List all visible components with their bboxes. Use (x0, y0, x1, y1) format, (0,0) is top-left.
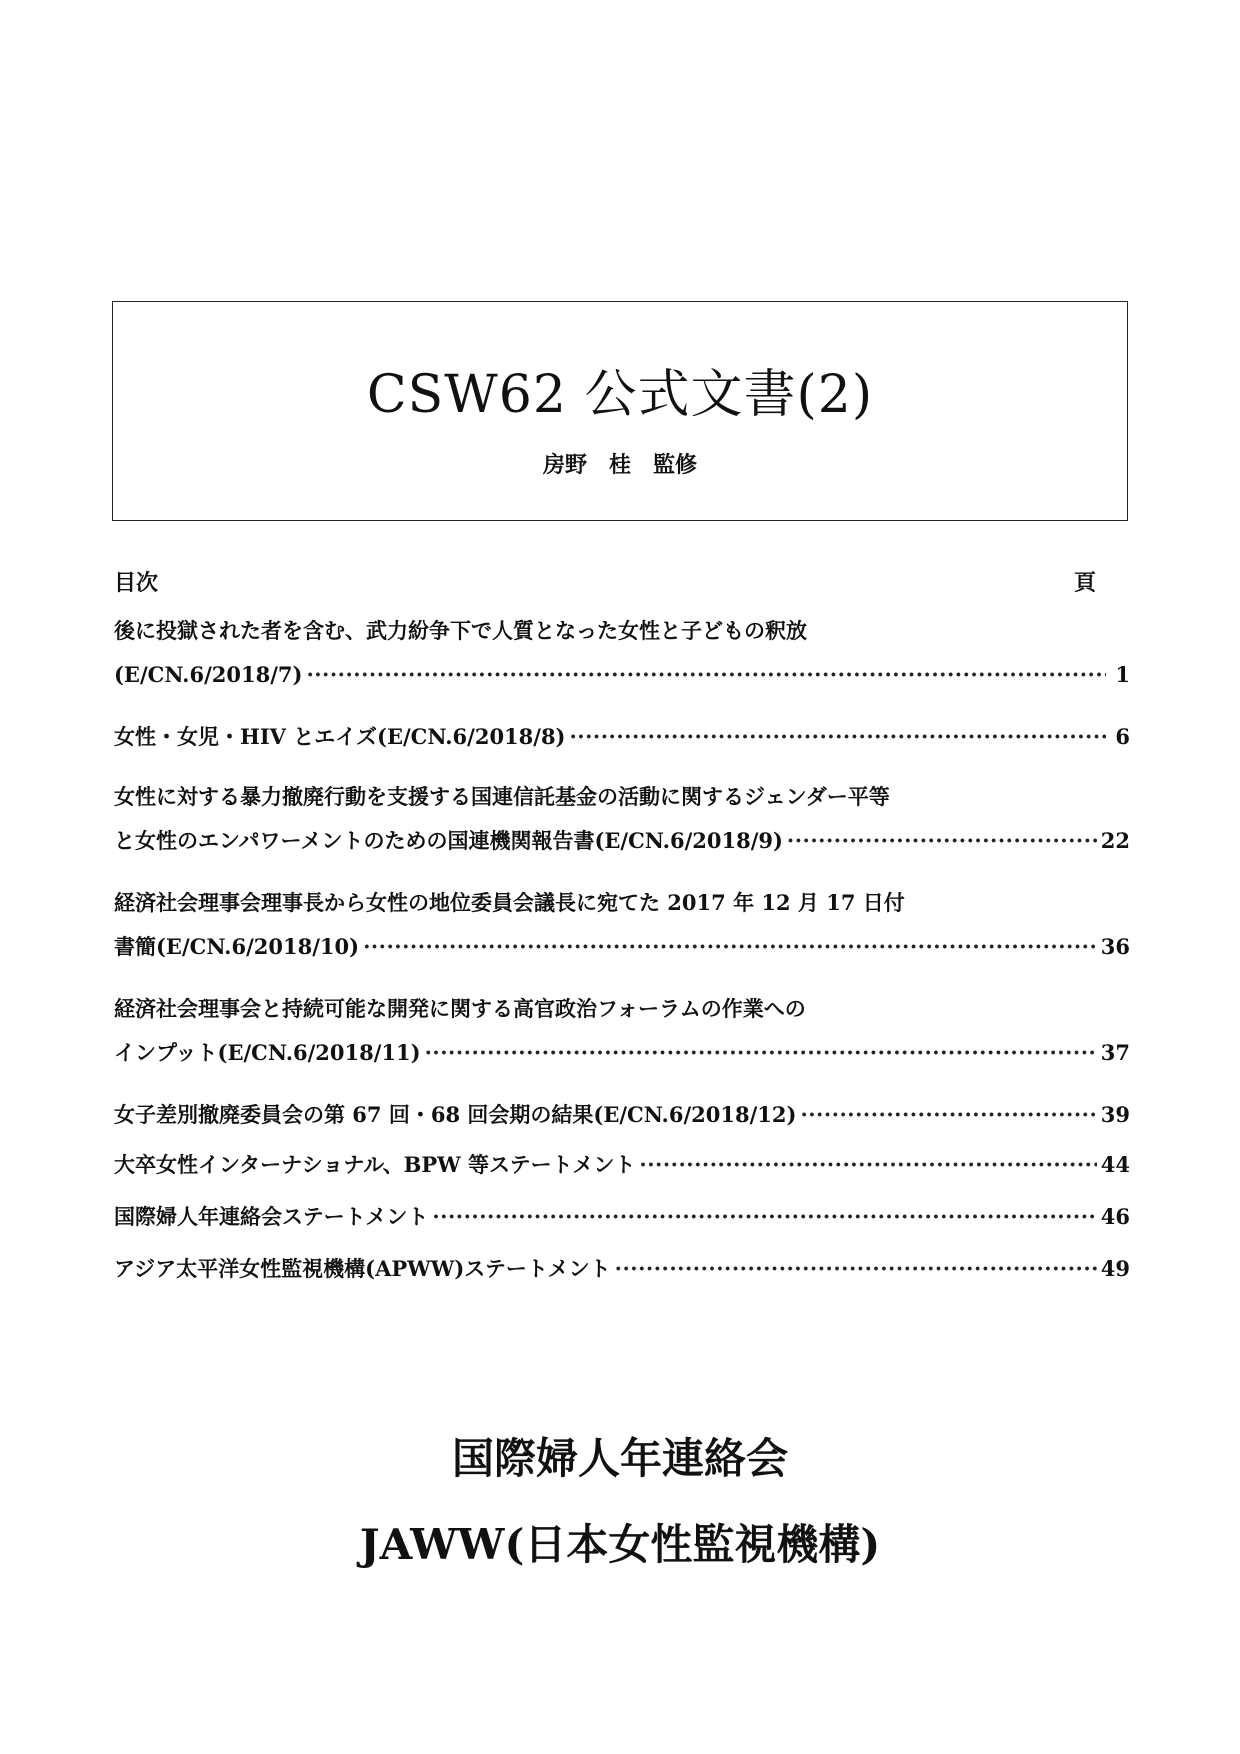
publisher-english-name: JAWW(日本女性監視機構) (359, 1520, 881, 1569)
toc-entry (114, 721, 1130, 753)
toc-entry-text: 書簡(E/CN.6/2018/10) (114, 934, 360, 959)
dot-leader (306, 659, 1106, 691)
document-title: CSW62 公式文書(2) (366, 365, 874, 425)
toc-entry-text: 国際婦人年連絡会ステートメント (114, 1204, 429, 1229)
toc-page-number: 1 (1115, 662, 1130, 687)
toc-header (114, 566, 1096, 597)
toc-entry (114, 781, 1130, 857)
toc-entry (114, 1253, 1130, 1285)
publisher-name: 国際婦人年連絡会 (451, 1434, 788, 1483)
toc-entry-text: 女性に対する暴力撤廃行動を支援する国連信託基金の活動に関するジェンダー平等 (114, 784, 890, 809)
toc-page-number: 46 (1100, 1204, 1130, 1229)
toc-entry (114, 1099, 1130, 1131)
dot-leader (432, 1201, 1096, 1233)
toc-page-number: 39 (1100, 1102, 1130, 1127)
toc-entry (114, 1149, 1130, 1181)
dot-leader (570, 721, 1107, 753)
toc-entry-text: 経済社会理事会と持続可能な開発に関する高官政治フォーラムの作業への (114, 996, 806, 1021)
dot-leader (425, 1037, 1097, 1069)
toc-page-number: 22 (1100, 828, 1130, 853)
toc-page-number: 37 (1100, 1040, 1130, 1065)
toc-entry-text: 大卒女性インターナショナル、BPW 等ステートメント (114, 1152, 636, 1177)
toc-page-number: 6 (1115, 724, 1130, 749)
dot-leader (787, 825, 1097, 857)
toc-entry-text: 後に投獄された者を含む、武力紛争下で人質となった女性と子どもの釈放 (114, 618, 807, 643)
dot-leader (639, 1149, 1096, 1181)
toc-entry-text: アジア太平洋女性監視機構(APWW)ステートメント (114, 1256, 611, 1281)
toc-page-number: 36 (1100, 934, 1130, 959)
page-column-heading: 頁 (1073, 570, 1096, 596)
dot-leader (615, 1253, 1097, 1285)
supervisor-credit: 房野 桂 監修 (542, 452, 697, 478)
toc-entry (114, 993, 1130, 1069)
toc-entry-text: と女性のエンパワーメントのための国連機関報告書(E/CN.6/2018/9) (114, 828, 783, 853)
toc-entry-text: 女性・女児・HIV とエイズ(E/CN.6/2018/8) (114, 724, 566, 749)
toc-page-number: 44 (1100, 1152, 1130, 1177)
toc-entry (114, 887, 1130, 963)
dot-leader (800, 1099, 1096, 1131)
dot-leader (363, 931, 1097, 963)
toc-page-number: 49 (1100, 1256, 1130, 1281)
title-box (112, 301, 1128, 521)
toc-entry (114, 1201, 1130, 1233)
toc-heading: 目次 (114, 570, 159, 596)
table-of-contents (114, 615, 1130, 1285)
toc-entry (114, 615, 1130, 691)
toc-entry-text: 女子差別撤廃委員会の第 67 回・68 回会期の結果(E/CN.6/2018/12) (114, 1102, 797, 1127)
toc-entry-text: 経済社会理事会理事長から女性の地位委員会議長に宛てた 2017 年 12 月 17 日付 (114, 890, 905, 915)
toc-entry-text: (E/CN.6/2018/7) (114, 662, 303, 687)
toc-entry-text: インプット(E/CN.6/2018/11) (114, 1040, 421, 1065)
